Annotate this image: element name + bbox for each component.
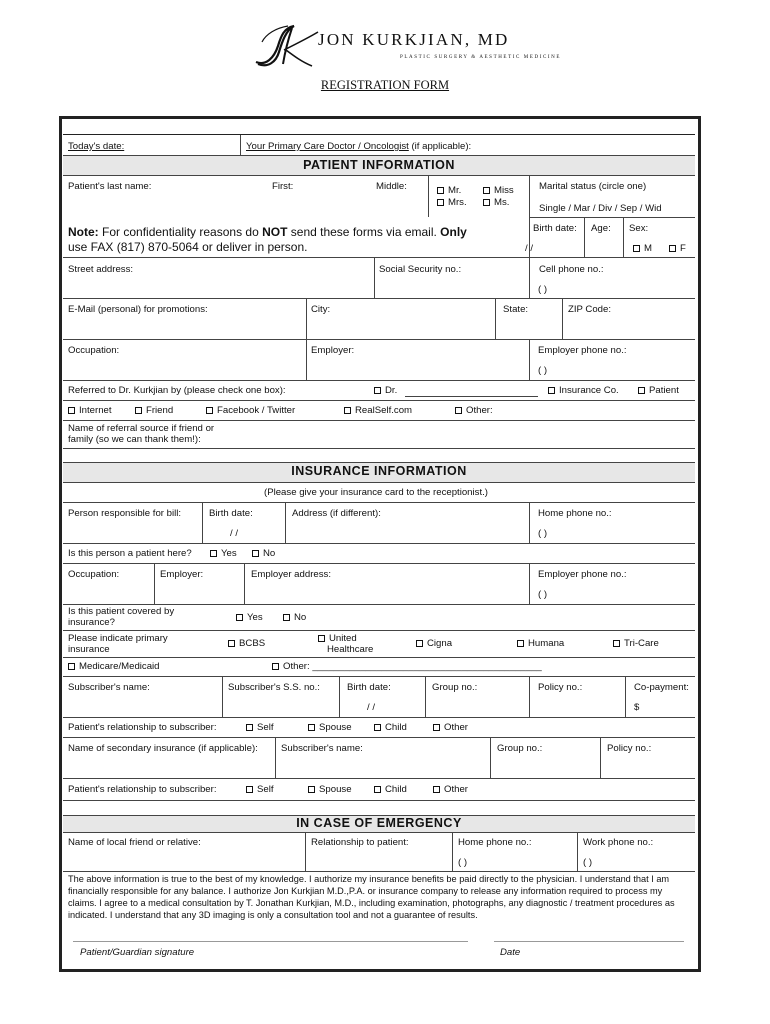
primary-care-label: Your Primary Care Doctor / Oncologist (if applicable):	[246, 141, 472, 152]
form-title: REGISTRATION FORM	[320, 78, 450, 92]
employer-label: Employer:	[311, 345, 355, 356]
employer-phone-label: Employer phone no.:	[538, 345, 627, 356]
sex-label: Sex:	[629, 223, 649, 234]
cell-phone-paren[interactable]: ( )	[538, 284, 548, 295]
signature-line	[73, 941, 468, 942]
rel-other-checkbox[interactable]: Other	[433, 722, 468, 733]
jk-monogram-logo	[248, 20, 328, 70]
referral-dr-line	[405, 396, 538, 397]
emergency-work-phone-label: Work phone no.:	[583, 837, 654, 848]
referral-patient-checkbox[interactable]: Patient	[638, 385, 679, 396]
ins-cigna-checkbox[interactable]: Cigna	[416, 638, 452, 649]
ins-employer-address-label: Employer address:	[251, 569, 331, 580]
email-label: E-Mail (personal) for promotions:	[68, 304, 208, 315]
sec-relationship-label: Patient's relationship to subscriber:	[68, 784, 217, 795]
resp-address-label: Address (if different):	[292, 508, 381, 519]
responsible-label: Person responsible for bill:	[68, 508, 182, 519]
logo-name: JON KURKJIAN, MD	[318, 30, 510, 49]
ins-united-checkbox[interactable]: United Healthcare	[318, 633, 373, 655]
title-mr-checkbox[interactable]: Mr.	[437, 185, 461, 196]
subscriber-ssn-label: Subscriber's S.S. no.:	[228, 682, 320, 693]
todays-date-label: Today's date:	[68, 141, 125, 152]
occupation-label: Occupation:	[68, 345, 120, 356]
patient-signature-label[interactable]: Patient/Guardian signature	[80, 947, 195, 958]
group-no-label: Group no.:	[432, 682, 478, 693]
rel-child-checkbox[interactable]: Child	[374, 722, 407, 733]
resp-birth-date-label: Birth date:	[209, 508, 253, 519]
date-label[interactable]: Date	[500, 947, 521, 958]
secondary-insurance-label: Name of secondary insurance (if applicable):	[68, 743, 258, 754]
rel-self-checkbox[interactable]: Self	[246, 722, 274, 733]
confidentiality-note: Note: For confidentiality reasons do NOT send these forms via email. Only use FAX (817) 870-5064 or deliver in person.	[68, 225, 467, 254]
ins-humana-checkbox[interactable]: Humana	[517, 638, 564, 649]
emergency-relationship-label: Relationship to patient:	[311, 837, 409, 848]
covered-yes-checkbox[interactable]: Yes	[236, 612, 263, 623]
first-name-label: First:	[272, 181, 294, 192]
sec-rel-spouse-checkbox[interactable]: Spouse	[308, 784, 352, 795]
sec-rel-child-checkbox[interactable]: Child	[374, 784, 407, 795]
ins-employer-phone-label: Employer phone no.:	[538, 569, 627, 580]
copay-label: Co-payment:	[634, 682, 689, 693]
street-address-label: Street address:	[68, 264, 134, 275]
sex-f-checkbox[interactable]: F	[669, 243, 686, 254]
subscriber-birth-label: Birth date:	[347, 682, 391, 693]
emergency-home-paren[interactable]: ( )	[458, 857, 468, 868]
ins-other-checkbox[interactable]: Other: ___________________________________________	[272, 661, 542, 672]
policy-no-label: Policy no.:	[538, 682, 583, 693]
ins-tricare-checkbox[interactable]: Tri-Care	[613, 638, 659, 649]
sec-subscriber-label: Subscriber's name:	[281, 743, 363, 754]
ins-employer-phone-paren[interactable]: ( )	[538, 589, 548, 600]
zip-label: ZIP Code:	[568, 304, 612, 315]
marital-options[interactable]: Single / Mar / Div / Sep / Wid	[539, 203, 662, 214]
local-friend-label: Name of local friend or relative:	[68, 837, 201, 848]
covered-no-checkbox[interactable]: No	[283, 612, 306, 623]
last-name-label: Patient's last name:	[68, 181, 152, 192]
referral-name-label: Name of referral source if friend or family (so we can thank them!):	[68, 423, 215, 445]
covered-label: Is this patient covered by insurance?	[68, 606, 175, 628]
referral-realself-checkbox[interactable]: RealSelf.com	[344, 405, 412, 416]
ins-occupation-label: Occupation:	[68, 569, 120, 580]
cell-phone-label: Cell phone no.:	[539, 264, 604, 275]
ins-medicare-checkbox[interactable]: Medicare/Medicaid	[68, 661, 160, 672]
title-miss-checkbox[interactable]: Miss	[483, 185, 514, 196]
referral-dr-checkbox[interactable]: Dr.	[374, 385, 397, 396]
ssn-label: Social Security no.:	[379, 264, 462, 275]
referral-facebook-checkbox[interactable]: Facebook / Twitter	[206, 405, 295, 416]
city-label: City:	[311, 304, 331, 315]
relationship-label: Patient's relationship to subscriber:	[68, 722, 217, 733]
marital-status-label: Marital status (circle one)	[539, 181, 647, 192]
copay-dollar[interactable]: $	[634, 702, 640, 713]
referred-by-label: Referred to Dr. Kurkjian by (please check one box):	[68, 385, 286, 396]
patient-info-heading: PATIENT INFORMATION	[303, 158, 455, 172]
sec-policy-label: Policy no.:	[607, 743, 652, 754]
referral-insurance-checkbox[interactable]: Insurance Co.	[548, 385, 619, 396]
birth-date-label: Birth date:	[533, 223, 577, 234]
subscriber-name-label: Subscriber's name:	[68, 682, 150, 693]
resp-birth-slashes[interactable]: / /	[230, 528, 238, 539]
referral-internet-checkbox[interactable]: Internet	[68, 405, 112, 416]
sec-rel-self-checkbox[interactable]: Self	[246, 784, 274, 795]
home-phone-label: Home phone no.:	[538, 508, 612, 519]
sex-m-checkbox[interactable]: M	[633, 243, 652, 254]
emergency-work-paren[interactable]: ( )	[583, 857, 593, 868]
emergency-home-phone-label: Home phone no.:	[458, 837, 532, 848]
date-line	[494, 941, 684, 942]
form-inner-top-rule	[63, 134, 695, 135]
middle-name-label: Middle:	[376, 181, 407, 192]
referral-other-checkbox[interactable]: Other:	[455, 405, 493, 416]
sec-rel-other-checkbox[interactable]: Other	[433, 784, 468, 795]
ins-bcbs-checkbox[interactable]: BCBS	[228, 638, 265, 649]
primary-insurance-label: Please indicate primary insurance	[68, 633, 168, 655]
home-phone-paren[interactable]: ( )	[538, 528, 548, 539]
rel-spouse-checkbox[interactable]: Spouse	[308, 722, 352, 733]
logo-subtitle: PLASTIC SURGERY & AESTHETIC MEDICINE	[400, 55, 562, 60]
emergency-heading: IN CASE OF EMERGENCY	[296, 816, 462, 830]
referral-friend-checkbox[interactable]: Friend	[135, 405, 173, 416]
ins-employer-label: Employer:	[160, 569, 204, 580]
insurance-info-heading: INSURANCE INFORMATION	[291, 464, 467, 478]
birth-date-slashes[interactable]: / /	[525, 243, 533, 254]
is-patient-yes-checkbox[interactable]: Yes	[210, 548, 237, 559]
employer-phone-paren[interactable]: ( )	[538, 365, 548, 376]
title-ms-checkbox[interactable]: Ms.	[483, 197, 509, 208]
title-mrs-checkbox[interactable]: Mrs.	[437, 197, 467, 208]
is-patient-label: Is this person a patient here?	[68, 548, 192, 559]
authorization-statement: The above information is true to the best of my knowledge. I authorize my insurance benefits be paid directly to the physician. I understand that I am financially responsible for any balance. I authorize Jon Kurkjian M.D.,P.A. or insurance company to release any information required to process my claims. I agree to a medical consultation by T. Jonathan Kurkjian, M.D., including examination, photographs, any diagnostic / treatment procedures as indicated. I understand that any 3D imaging is only a consultation tool and not a guarantee of results.	[68, 874, 675, 921]
insurance-card-note: (Please give your insurance card to the receptionist.)	[264, 487, 488, 498]
age-label: Age:	[591, 223, 611, 234]
state-label: State:	[503, 304, 529, 315]
is-patient-no-checkbox[interactable]: No	[252, 548, 275, 559]
subscriber-birth-slashes[interactable]: / /	[367, 702, 375, 713]
sec-group-label: Group no.:	[497, 743, 543, 754]
